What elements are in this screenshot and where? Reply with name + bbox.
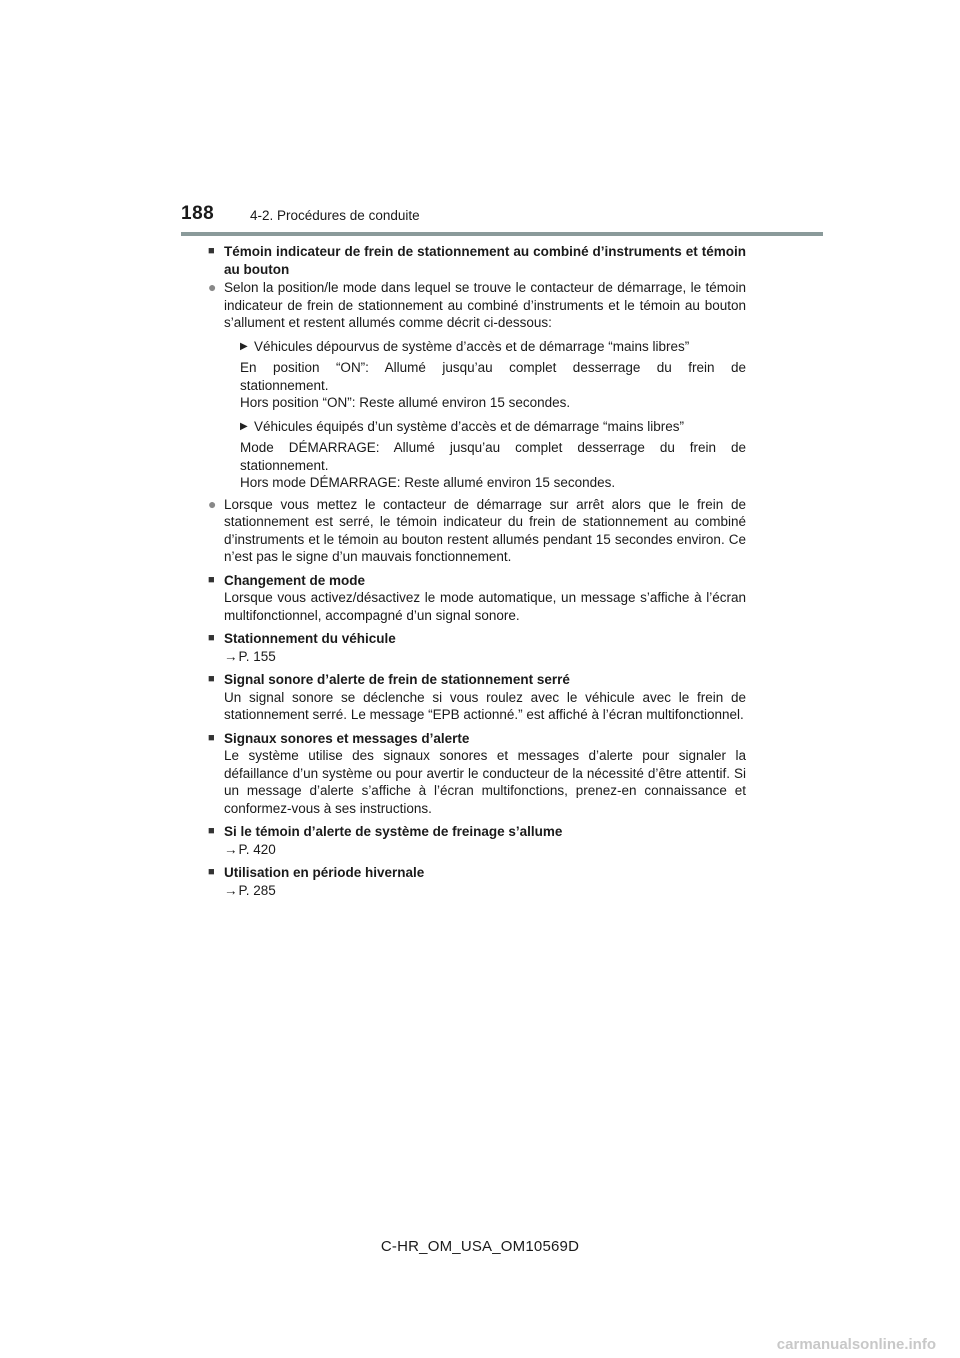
section-heading <box>208 730 746 748</box>
section-heading <box>208 243 746 278</box>
description-line: Hors position “ON”: Reste allumé environ 15 secondes. <box>240 395 571 410</box>
section-heading <box>208 823 746 841</box>
page-reference-text: P. 155 <box>238 648 276 664</box>
section-heading <box>208 572 746 590</box>
section-mode-change <box>208 572 746 625</box>
heading-text: Signal sonore d’alerte de frein de stationnement serré <box>224 672 570 687</box>
circle-bullet-icon: ● <box>208 279 217 295</box>
description-line: Mode DÉMARRAGE: Allumé jusqu’au complet desserrage du frein de <box>240 440 746 455</box>
right-arrow-icon: → <box>224 841 238 857</box>
bullet-text: Selon la position/le mode dans lequel se trouve le contacteur de démarrage, le témoin indicateur de frein de stationnement au combiné d’instruments et le témoin au bouton s’allument et restent allumés comme décrit ci-dessous: <box>224 280 746 330</box>
header-divider <box>181 232 823 236</box>
description-line: stationnement. <box>240 377 329 393</box>
sub-description <box>240 439 746 492</box>
section-heading <box>208 630 746 648</box>
heading-text: Stationnement du véhicule <box>224 631 396 646</box>
document-code: C-HR_OM_USA_OM10569D <box>380 1238 580 1255</box>
square-bullet-icon: ■ <box>208 673 215 685</box>
section-text: Un signal sonore se déclenche si vous roulez avec le véhicule avec le frein de stationnement serré. Le message “EPB actionné.” est affiché à l’écran multifonctionnel. <box>224 689 746 722</box>
section-brake-warning-light <box>208 823 746 858</box>
bullet-text: Lorsque vous mettez le contacteur de démarrage sur arrêt alors que le frein de stationnement est serré, le témoin indicateur du frein de stationnement au combiné d’instruments et le témoin au bouton restent allumés pendant 15 secondes environ. Ce n’est pas le signe d’un mauvais fonctionnement. <box>224 496 746 564</box>
right-arrow-icon: → <box>224 648 238 664</box>
section-winter-use <box>208 864 746 899</box>
bullet-item <box>208 496 746 566</box>
page-reference[interactable] <box>224 882 746 900</box>
page-reference[interactable] <box>224 841 746 859</box>
sub-condition-title: Véhicules dépourvus de système d’accès et de démarrage “mains libres” <box>254 338 690 354</box>
bullet-item <box>208 279 746 332</box>
circle-bullet-icon: ● <box>208 495 217 512</box>
sub-condition-title: Véhicules équipés d’un système d’accès et de démarrage “mains libres” <box>254 418 684 434</box>
sub-condition <box>240 338 746 356</box>
heading-text: Signaux sonores et messages d’alerte <box>224 730 470 746</box>
section-heading <box>208 671 746 689</box>
heading-text: Si le témoin d’alerte de système de freinage s’allume <box>224 824 563 839</box>
description-line: En position “ON”: Allumé jusqu’au complet desserrage du frein de <box>240 360 746 375</box>
section-title: 4-2. Procédures de conduite <box>250 208 420 223</box>
sub-condition <box>240 418 746 436</box>
page-reference-text: P. 285 <box>238 882 276 898</box>
section-parking-vehicle <box>208 630 746 665</box>
page-number: 188 <box>181 203 215 224</box>
description-line: Hors mode DÉMARRAGE: Reste allumé environ 15 secondes. <box>240 475 616 490</box>
square-bullet-icon: ■ <box>208 632 215 644</box>
section-warning-buzzers-messages <box>208 730 746 818</box>
triangle-arrow-icon: ▶ <box>240 340 248 352</box>
square-bullet-icon: ■ <box>208 825 215 837</box>
watermark: carmanualsonline.info <box>776 1336 936 1353</box>
square-bullet-icon: ■ <box>208 245 215 257</box>
heading-text: Utilisation en période hivernale <box>224 865 425 880</box>
triangle-arrow-icon: ▶ <box>240 420 248 432</box>
heading-text: Changement de mode <box>224 572 366 588</box>
section-parking-brake-buzzer <box>208 671 746 724</box>
square-bullet-icon: ■ <box>208 731 215 744</box>
description-line: stationnement. <box>240 457 329 473</box>
section-heading <box>208 864 746 882</box>
section-text: Lorsque vous activez/désactivez le mode automatique, un message s’affiche à l’écran multifonctionnel, accompagné d’un signal sonore. <box>224 590 746 623</box>
heading-text: Témoin indicateur de frein de stationnement au combiné d’instruments et témoin au bouton <box>224 244 746 277</box>
page-reference-text: P. 420 <box>238 841 276 857</box>
section-text: Le système utilise des signaux sonores et messages d’alerte pour signaler la défaillance d’un système ou pour avertir le conducteur de la nécessité d’être attentif. Si un message d’alerte s’affiche à l’écran multifonctions, prenez-en connaissance et conformez-vous à ses instructions. <box>224 748 746 816</box>
right-arrow-icon: → <box>224 882 238 898</box>
square-bullet-icon: ■ <box>208 866 215 878</box>
square-bullet-icon: ■ <box>208 573 215 586</box>
page-reference[interactable] <box>224 648 746 666</box>
section-parking-brake-indicator <box>208 243 746 566</box>
page-content <box>208 243 746 905</box>
sub-description <box>240 359 746 412</box>
